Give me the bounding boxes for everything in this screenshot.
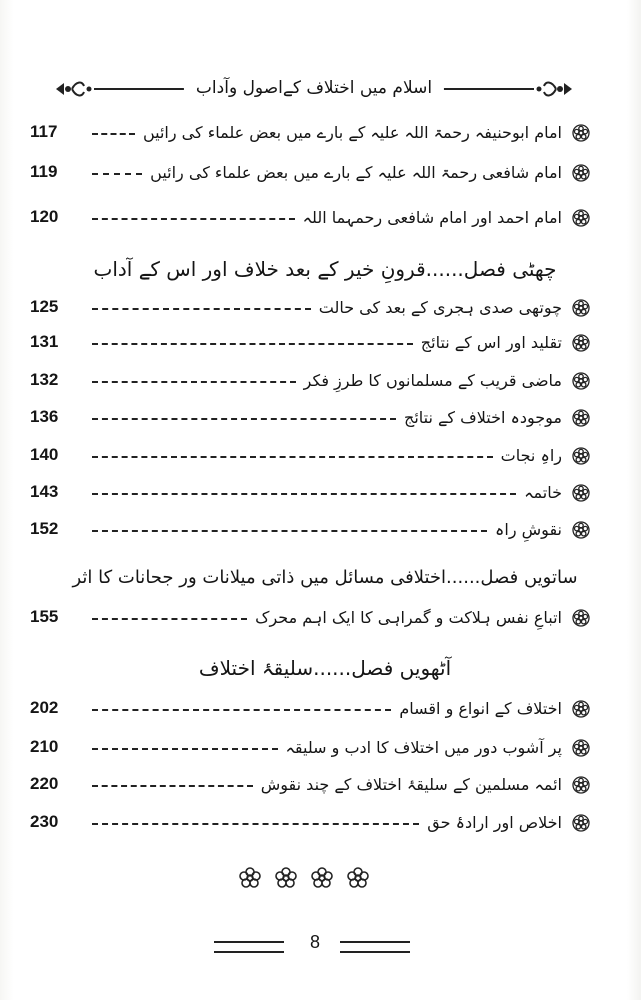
toc-entry[interactable]	[30, 291, 590, 325]
page-footer	[0, 932, 641, 962]
toc-page-number: 125	[30, 297, 59, 316]
toc-entry[interactable]	[30, 201, 590, 235]
flower-bullet-icon	[572, 124, 590, 142]
toc-page-number: 143	[30, 482, 59, 501]
header-ornament-right-icon	[534, 78, 574, 100]
chapter-heading: آٹھویں فصل......سلیقۂ اختلاف	[198, 656, 452, 680]
toc-page-number: 120	[30, 207, 59, 226]
toc-entry[interactable]	[30, 364, 590, 398]
flower-bullet-icon	[572, 609, 590, 627]
running-header	[54, 74, 574, 104]
toc-entry-title: ماضی قریب کے مسلمانوں کا طرزِ فکر	[300, 367, 562, 395]
toc-leader-dashes	[92, 133, 135, 135]
header-ornament-left-icon	[54, 78, 94, 100]
toc-entry-title: نقوشِ راہ	[491, 516, 562, 544]
toc-page-number: 220	[30, 774, 59, 793]
toc-leader-dashes	[92, 823, 419, 825]
flower-bullet-icon	[572, 814, 590, 832]
flower-bullet-icon	[572, 739, 590, 757]
toc-entry[interactable]	[30, 401, 590, 435]
toc-page-number: 202	[30, 698, 59, 717]
flower-bullet-icon	[572, 209, 590, 227]
toc-entry[interactable]	[30, 156, 590, 190]
toc-page-number: 117	[30, 122, 58, 141]
flower-bullet-icon	[572, 372, 590, 390]
flower-bullet-icon	[572, 776, 590, 794]
toc-page-number: 132	[30, 370, 59, 389]
toc-entry[interactable]	[30, 326, 590, 360]
toc-page-number: 210	[30, 737, 59, 756]
footer-rule-left	[214, 941, 284, 953]
flower-bullet-icon	[572, 521, 590, 539]
flower-bullet-icon	[572, 409, 590, 427]
toc-entry[interactable]	[30, 768, 590, 802]
toc-page-number: 155	[30, 607, 59, 626]
flower-bullet-icon	[572, 164, 590, 182]
toc-entry-title: اخلاص اور ارادۂ حق	[423, 809, 562, 837]
header-title: اسلام میں اختلاف کےاصول وآداب	[184, 74, 444, 102]
toc-entry-title: اختلاف کے انواع و اقسام	[395, 695, 562, 723]
toc-leader-dashes	[92, 343, 413, 345]
toc-page-number: 131	[30, 332, 59, 351]
toc-page-number: 152	[30, 519, 59, 538]
toc-entry-title: چوتھی صدی ہجری کے بعد کی حالت	[315, 294, 562, 322]
page-number: 8	[309, 932, 320, 952]
toc-leader-dashes	[92, 530, 487, 532]
footer-rule-right	[340, 941, 410, 953]
chapter-heading: چھٹی فصل......قرونِ خیر کے بعد خلاف اور اس کے آداب	[93, 257, 557, 281]
toc-leader-dashes	[92, 748, 278, 750]
toc-entry-title: موجودہ اختلاف کے نتائج	[400, 404, 562, 432]
toc-entry[interactable]	[30, 806, 590, 840]
toc-entry-title: امام شافعی رحمۃ اللہ علیہ کے بارے میں بعض علماء کی رائیں	[146, 159, 562, 187]
flower-bullet-icon	[572, 484, 590, 502]
toc-entry-title: پر آشوب دور میں اختلاف کا ادب و سلیقہ	[282, 734, 562, 762]
toc-leader-dashes	[92, 418, 396, 420]
toc-entry[interactable]	[30, 731, 590, 765]
toc-entry-title: راہِ نجات	[497, 442, 562, 470]
toc-entry-title: اتباعِ نفس ہلاکت و گمراہی کا ایک اہم محرک	[251, 604, 562, 632]
toc-leader-dashes	[92, 493, 516, 495]
toc-entry[interactable]	[30, 439, 590, 473]
toc-leader-dashes	[92, 173, 142, 175]
toc-entry[interactable]	[30, 476, 590, 510]
toc-entry-title: خاتمہ	[520, 479, 562, 507]
toc-entry[interactable]	[30, 116, 590, 150]
toc-page-number: 119	[30, 162, 58, 181]
toc-leader-dashes	[92, 785, 253, 787]
toc-page-number: 140	[30, 445, 59, 464]
toc-entry-title: ائمہ مسلمین کے سلیقۂ اختلاف کے چند نقوش	[257, 771, 562, 799]
toc-leader-dashes	[92, 618, 247, 620]
toc-entry-title: امام ابوحنیفہ رحمۃ اللہ علیہ کے بارے میں بعض علماء کی رائیں	[139, 119, 562, 147]
toc-entry[interactable]	[30, 692, 590, 726]
toc-entry[interactable]	[30, 513, 590, 547]
toc-leader-dashes	[92, 218, 295, 220]
flower-bullet-icon	[572, 299, 590, 317]
flower-bullet-icon	[572, 447, 590, 465]
toc-entry-title: تقلید اور اس کے نتائج	[417, 329, 562, 357]
toc-leader-dashes	[92, 381, 296, 383]
flower-bullet-icon	[572, 700, 590, 718]
toc-entry-title: امام احمد اور امام شافعی رحمہما اللہ	[299, 204, 562, 232]
toc-leader-dashes	[92, 456, 493, 458]
decorative-flowers-icon	[236, 866, 376, 890]
toc-entry[interactable]	[30, 601, 590, 635]
toc-leader-dashes	[92, 709, 391, 711]
toc-page-number: 136	[30, 407, 59, 426]
toc-page-number: 230	[30, 812, 59, 831]
flower-bullet-icon	[572, 334, 590, 352]
toc-leader-dashes	[92, 308, 311, 310]
chapter-heading: ساتویں فصل......اختلافی مسائل میں ذاتی میلانات ور جحانات کا اثر	[72, 567, 578, 588]
